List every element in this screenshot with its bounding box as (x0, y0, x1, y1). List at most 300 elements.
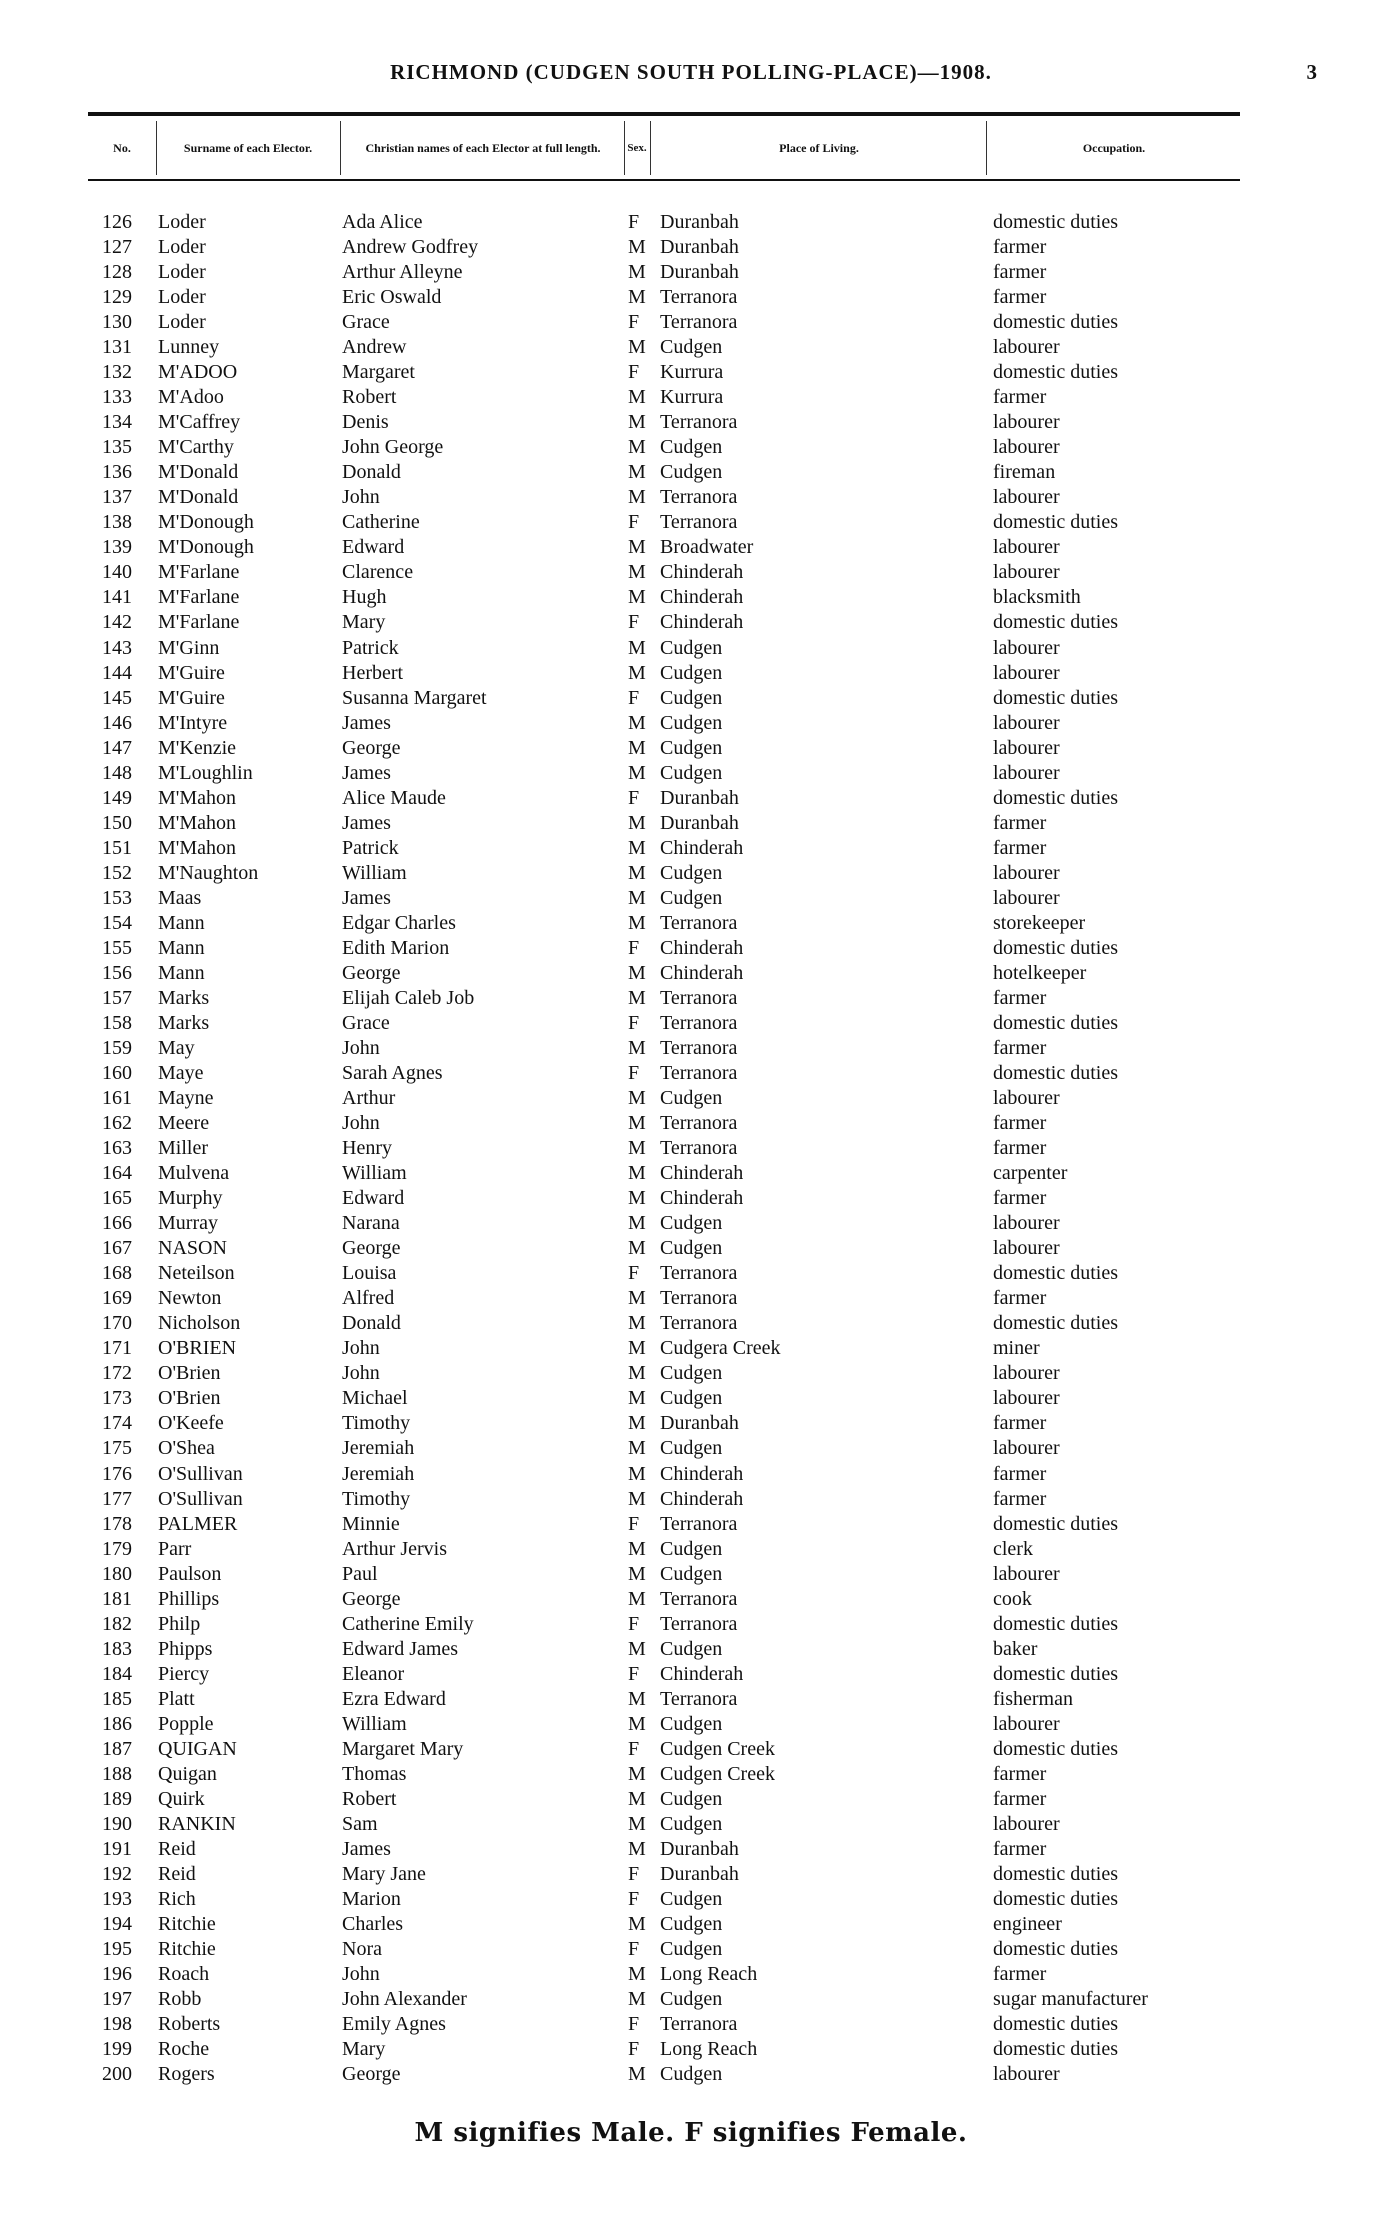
elector-sex: M (628, 711, 646, 734)
elector-sex: M (628, 586, 646, 609)
elector-surname: M'Intyre (158, 711, 228, 734)
elector-christian-names: James (342, 811, 391, 834)
table-row (0, 1662, 1382, 1687)
table-row (0, 836, 1382, 861)
elector-christian-names: Edward (342, 1187, 405, 1210)
elector-sex: M (628, 661, 646, 684)
elector-place-of-living: Duranbah (660, 1412, 739, 1435)
elector-occupation: farmer (993, 1462, 1047, 1485)
table-row (0, 1712, 1382, 1737)
elector-sex: F (628, 1938, 640, 1961)
table-row (0, 1587, 1382, 1612)
elector-number: 158 (102, 1011, 132, 1034)
elector-number: 200 (102, 2063, 132, 2086)
elector-occupation: domestic duties (993, 311, 1118, 334)
elector-place-of-living: Terranora (660, 1587, 738, 1610)
elector-number: 152 (102, 861, 132, 884)
elector-occupation: domestic duties (993, 1612, 1118, 1635)
elector-surname: O'Brien (158, 1387, 221, 1410)
table-row (0, 1512, 1382, 1537)
elector-occupation: labourer (993, 1387, 1060, 1410)
elector-number: 187 (102, 1737, 132, 1760)
elector-christian-names: Eric Oswald (342, 286, 442, 309)
table-row (0, 1887, 1382, 1912)
elector-christian-names: Edgar Charles (342, 911, 456, 934)
table-row (0, 285, 1382, 310)
elector-number: 144 (102, 661, 132, 684)
elector-place-of-living: Cudgen (660, 1938, 723, 1961)
elector-place-of-living: Cudgen (660, 1212, 723, 1235)
elector-christian-names: John (342, 1362, 380, 1385)
elector-occupation: fireman (993, 461, 1056, 484)
table-row (0, 1487, 1382, 1512)
table-row (0, 1612, 1382, 1637)
elector-sex: M (628, 1687, 646, 1710)
table-row (0, 235, 1382, 260)
table-row (0, 1136, 1382, 1161)
elector-occupation: labourer (993, 536, 1060, 559)
col-head-place: Place of Living. (779, 140, 859, 155)
elector-sex: M (628, 1762, 646, 1785)
elector-surname: O'Shea (158, 1437, 215, 1460)
elector-place-of-living: Broadwater (660, 536, 754, 559)
elector-christian-names: James (342, 1837, 391, 1860)
elector-surname: M'Donald (158, 461, 239, 484)
table-row (0, 1386, 1382, 1411)
elector-sex: M (628, 1237, 646, 1260)
elector-occupation: labourer (993, 1562, 1060, 1585)
elector-surname: Loder (158, 286, 206, 309)
elector-occupation: baker (993, 1637, 1038, 1660)
elector-sex: M (628, 886, 646, 909)
elector-surname: Popple (158, 1712, 214, 1735)
elector-place-of-living: Cudgen (660, 461, 723, 484)
elector-occupation: cook (993, 1587, 1032, 1610)
elector-christian-names: Andrew (342, 336, 407, 359)
elector-christian-names: Catherine (342, 511, 420, 534)
elector-occupation: domestic duties (993, 511, 1118, 534)
elector-place-of-living: Cudgen (660, 1237, 723, 1260)
elector-christian-names: Paul (342, 1562, 378, 1585)
elector-number: 126 (102, 211, 132, 233)
elector-number: 166 (102, 1212, 132, 1235)
elector-place-of-living: Terranora (660, 1062, 738, 1085)
elector-occupation: farmer (993, 836, 1047, 859)
table-row (0, 861, 1382, 886)
elector-surname: Piercy (158, 1662, 210, 1685)
elector-christian-names: John Alexander (342, 1988, 467, 2011)
elector-number: 171 (102, 1337, 132, 1360)
elector-place-of-living: Cudgen (660, 1562, 723, 1585)
elector-surname: Philp (158, 1612, 201, 1635)
elector-surname: Phipps (158, 1637, 213, 1660)
elector-sex: M (628, 761, 646, 784)
table-row (0, 1411, 1382, 1436)
elector-number: 176 (102, 1462, 132, 1485)
elector-christian-names: Clarence (342, 561, 414, 584)
elector-occupation: clerk (993, 1537, 1033, 1560)
elector-surname: Loder (158, 236, 206, 259)
elector-occupation: labourer (993, 636, 1060, 659)
elector-sex: F (628, 2038, 640, 2061)
elector-sex: M (628, 1137, 646, 1160)
elector-christian-names: Mary (342, 2038, 386, 2061)
elector-place-of-living: Cudgen (660, 1988, 723, 2011)
elector-sex: M (628, 1036, 646, 1059)
elector-sex: F (628, 361, 640, 384)
elector-number: 157 (102, 986, 132, 1009)
table-row (0, 1987, 1382, 2012)
elector-occupation: domestic duties (993, 1011, 1118, 1034)
elector-sex: M (628, 636, 646, 659)
elector-occupation: domestic duties (993, 211, 1118, 233)
elector-place-of-living: Cudgen (660, 1888, 723, 1910)
elector-surname: Roach (158, 1963, 210, 1986)
col-divider (986, 121, 987, 175)
table-row (0, 1011, 1382, 1036)
elector-christian-names: Patrick (342, 836, 399, 859)
elector-place-of-living: Chinderah (660, 936, 744, 959)
elector-occupation: labourer (993, 1237, 1060, 1260)
elector-number: 141 (102, 586, 132, 609)
elector-sex: M (628, 1112, 646, 1135)
elector-surname: O'Sullivan (158, 1487, 243, 1510)
table-row (0, 1336, 1382, 1361)
elector-surname: M'Carthy (158, 436, 234, 459)
elector-place-of-living: Chinderah (660, 1462, 744, 1485)
elector-number: 137 (102, 486, 132, 509)
elector-place-of-living: Cudgen (660, 661, 723, 684)
elector-place-of-living: Cudgen (660, 436, 723, 459)
elector-number: 195 (102, 1938, 132, 1961)
elector-number: 196 (102, 1963, 132, 1986)
elector-christian-names: James (342, 711, 391, 734)
elector-surname: M'Caffrey (158, 411, 241, 434)
elector-occupation: farmer (993, 1487, 1047, 1510)
elector-occupation: domestic duties (993, 936, 1118, 959)
table-row (0, 1762, 1382, 1787)
table-row (0, 1061, 1382, 1086)
elector-number: 139 (102, 536, 132, 559)
col-head-surname: Surname of each Elector. (183, 140, 313, 155)
elector-sex: M (628, 1712, 646, 1735)
elector-place-of-living: Cudgen (660, 1537, 723, 1560)
elector-surname: Meere (158, 1112, 210, 1135)
elector-surname: Quirk (158, 1787, 205, 1810)
elector-place-of-living: Duranbah (660, 811, 739, 834)
elector-number: 132 (102, 361, 132, 384)
elector-occupation: labourer (993, 1712, 1060, 1735)
elector-christian-names: Herbert (342, 661, 404, 684)
elector-number: 148 (102, 761, 132, 784)
elector-sex: M (628, 286, 646, 309)
elector-place-of-living: Cudgen (660, 886, 723, 909)
elector-number: 138 (102, 511, 132, 534)
elector-place-of-living: Kurrura (660, 361, 724, 384)
elector-christian-names: Mary (342, 611, 386, 634)
elector-number: 169 (102, 1287, 132, 1310)
elector-surname: Maas (158, 886, 202, 909)
elector-place-of-living: Cudgen (660, 711, 723, 734)
table-row (0, 1912, 1382, 1937)
elector-place-of-living: Cudgen Creek (660, 1762, 775, 1785)
table-row (0, 1962, 1382, 1987)
elector-surname: M'Mahon (158, 786, 237, 809)
elector-place-of-living: Terranora (660, 511, 738, 534)
elector-number: 140 (102, 561, 132, 584)
table-row (0, 911, 1382, 936)
table-row (0, 886, 1382, 911)
elector-place-of-living: Cudgen (660, 1787, 723, 1810)
elector-number: 172 (102, 1362, 132, 1385)
elector-occupation: domestic duties (993, 1062, 1118, 1085)
elector-occupation: farmer (993, 1187, 1047, 1210)
elector-christian-names: Henry (342, 1137, 392, 1160)
elector-christian-names: Ada Alice (342, 211, 423, 233)
elector-christian-names: Edward James (342, 1637, 459, 1660)
elector-surname: Roberts (158, 2013, 221, 2036)
col-head-christian: Christian names of each Elector at full length. (365, 140, 601, 155)
table-row (0, 1036, 1382, 1061)
table-row (0, 736, 1382, 761)
elector-occupation: farmer (993, 286, 1047, 309)
table-row (0, 811, 1382, 836)
elector-place-of-living: Long Reach (660, 1963, 758, 1986)
elector-place-of-living: Duranbah (660, 236, 739, 259)
elector-occupation: labourer (993, 436, 1060, 459)
elector-number: 145 (102, 686, 132, 709)
elector-christian-names: Timothy (342, 1412, 411, 1435)
elector-number: 164 (102, 1162, 132, 1185)
elector-christian-names: Sam (342, 1812, 378, 1835)
elector-occupation: domestic duties (993, 786, 1118, 809)
table-row (0, 560, 1382, 585)
elector-sex: M (628, 2063, 646, 2086)
elector-sex: M (628, 1312, 646, 1335)
elector-surname: O'Brien (158, 1362, 221, 1385)
elector-occupation: domestic duties (993, 1312, 1118, 1335)
elector-surname: Maye (158, 1062, 204, 1085)
elector-place-of-living: Terranora (660, 1011, 738, 1034)
table-row (0, 661, 1382, 686)
elector-surname: M'Naughton (158, 861, 259, 884)
elector-number: 153 (102, 886, 132, 909)
elector-christian-names: Thomas (342, 1762, 407, 1785)
elector-christian-names: Donald (342, 1312, 401, 1335)
elector-occupation: labourer (993, 861, 1060, 884)
elector-christian-names: John (342, 1036, 380, 1059)
table-row (0, 310, 1382, 335)
elector-place-of-living: Cudgen (660, 1712, 723, 1735)
elector-occupation: labourer (993, 736, 1060, 759)
elector-surname: M'Donough (158, 536, 254, 559)
elector-surname: Murphy (158, 1187, 223, 1210)
table-row (0, 1937, 1382, 1962)
elector-occupation: labourer (993, 1087, 1060, 1110)
elector-occupation: farmer (993, 1963, 1047, 1986)
table-row (0, 1737, 1382, 1762)
elector-occupation: farmer (993, 236, 1047, 259)
elector-occupation: farmer (993, 1287, 1047, 1310)
elector-occupation: domestic duties (993, 2013, 1118, 2036)
elector-occupation: farmer (993, 1112, 1047, 1135)
elector-surname: RANKIN (158, 1812, 236, 1835)
elector-place-of-living: Duranbah (660, 211, 739, 233)
elector-surname: Rich (158, 1888, 196, 1910)
table-row (0, 535, 1382, 560)
elector-christian-names: Andrew Godfrey (342, 236, 479, 259)
table-row (0, 761, 1382, 786)
elector-number: 134 (102, 411, 132, 434)
table-row (0, 360, 1382, 385)
elector-christian-names: Donald (342, 461, 401, 484)
elector-place-of-living: Terranora (660, 486, 738, 509)
elector-christian-names: Narana (342, 1212, 400, 1235)
elector-surname: O'BRIEN (158, 1337, 237, 1360)
elector-occupation: farmer (993, 1837, 1047, 1860)
table-row (0, 435, 1382, 460)
table-row (0, 961, 1382, 986)
elector-occupation: labourer (993, 2063, 1060, 2086)
elector-number: 181 (102, 1587, 132, 1610)
elector-christian-names: Susanna Margaret (342, 686, 487, 709)
elector-occupation: domestic duties (993, 1938, 1118, 1961)
elector-christian-names: Timothy (342, 1487, 411, 1510)
elector-number: 167 (102, 1237, 132, 1260)
elector-sex: F (628, 511, 640, 534)
elector-surname: NASON (158, 1237, 227, 1260)
elector-sex: F (628, 2013, 640, 2036)
elector-surname: Ritchie (158, 1938, 216, 1961)
elector-sex: F (628, 936, 640, 959)
elector-christian-names: George (342, 961, 401, 984)
elector-number: 175 (102, 1437, 132, 1460)
elector-christian-names: John (342, 1963, 380, 1986)
elector-sex: M (628, 911, 646, 934)
elector-occupation: fisherman (993, 1687, 1073, 1710)
elector-christian-names: Arthur (342, 1087, 396, 1110)
elector-number: 186 (102, 1712, 132, 1735)
elector-sex: M (628, 1162, 646, 1185)
elector-number: 163 (102, 1137, 132, 1160)
elector-occupation: domestic duties (993, 1888, 1118, 1910)
elector-christian-names: Charles (342, 1913, 404, 1936)
elector-place-of-living: Cudgen (660, 1387, 723, 1410)
sex-legend: M signifies Male. F signifies Female. (414, 2118, 968, 2148)
elector-occupation: blacksmith (993, 586, 1081, 609)
elector-number: 193 (102, 1888, 132, 1910)
elector-occupation: labourer (993, 336, 1060, 359)
elector-occupation: engineer (993, 1913, 1062, 1936)
elector-sex: F (628, 1888, 640, 1910)
page-number: 3 (1306, 60, 1317, 84)
elector-sex: F (628, 1612, 640, 1635)
elector-place-of-living: Cudgen (660, 1362, 723, 1385)
elector-sex: M (628, 436, 646, 459)
elector-sex: M (628, 1637, 646, 1660)
elector-christian-names: William (342, 861, 407, 884)
elector-sex: M (628, 1462, 646, 1485)
elector-sex: M (628, 336, 646, 359)
elector-place-of-living: Duranbah (660, 786, 739, 809)
header-rule-top (88, 112, 1240, 116)
elector-sex: F (628, 311, 640, 334)
table-row (0, 636, 1382, 661)
elector-occupation: labourer (993, 661, 1060, 684)
elector-place-of-living: Terranora (660, 1262, 738, 1285)
elector-number: 197 (102, 1988, 132, 2011)
elector-christian-names: Margaret (342, 361, 415, 384)
elector-surname: Murray (158, 1212, 218, 1235)
elector-place-of-living: Kurrura (660, 386, 724, 409)
elector-occupation: domestic duties (993, 1862, 1118, 1885)
elector-surname: Loder (158, 311, 206, 334)
table-row (0, 210, 1382, 235)
elector-occupation: labourer (993, 561, 1060, 584)
elector-number: 184 (102, 1662, 132, 1685)
elector-place-of-living: Cudgen (660, 686, 723, 709)
elector-occupation: farmer (993, 1412, 1047, 1435)
elector-place-of-living: Terranora (660, 986, 738, 1009)
elector-christian-names: Emily Agnes (342, 2013, 446, 2036)
elector-number: 133 (102, 386, 132, 409)
elector-christian-names: John (342, 1112, 380, 1135)
table-row (0, 510, 1382, 535)
table-row (0, 1086, 1382, 1111)
elector-place-of-living: Terranora (660, 1036, 738, 1059)
elector-sex: M (628, 1812, 646, 1835)
elector-christian-names: Grace (342, 311, 390, 334)
elector-place-of-living: Chinderah (660, 1187, 744, 1210)
elector-surname: Quigan (158, 1762, 217, 1785)
elector-number: 189 (102, 1787, 132, 1810)
elector-christian-names: Alice Maude (342, 786, 446, 809)
elector-number: 135 (102, 436, 132, 459)
elector-occupation: domestic duties (993, 2038, 1118, 2061)
elector-number: 179 (102, 1537, 132, 1560)
table-row (0, 1787, 1382, 1812)
elector-sex: F (628, 611, 640, 634)
elector-sex: F (628, 786, 640, 809)
elector-place-of-living: Terranora (660, 1137, 738, 1160)
table-row (0, 410, 1382, 435)
column-headings (88, 117, 1240, 179)
elector-place-of-living: Cudgen (660, 2063, 723, 2086)
elector-surname: M'Kenzie (158, 736, 237, 759)
table-row (0, 1637, 1382, 1662)
table-row (0, 786, 1382, 811)
elector-number: 146 (102, 711, 132, 734)
elector-occupation: domestic duties (993, 686, 1118, 709)
table-row (0, 610, 1382, 635)
table-row (0, 1812, 1382, 1837)
elector-sex: M (628, 1487, 646, 1510)
elector-surname: M'Donald (158, 486, 239, 509)
elector-surname: Phillips (158, 1587, 220, 1610)
elector-christian-names: Jeremiah (342, 1462, 415, 1485)
elector-sex: M (628, 1913, 646, 1936)
elector-occupation: farmer (993, 386, 1047, 409)
elector-sex: M (628, 1562, 646, 1585)
elector-occupation: domestic duties (993, 1737, 1118, 1760)
elector-occupation: labourer (993, 1362, 1060, 1385)
elector-sex: F (628, 1062, 640, 1085)
table-row (0, 1161, 1382, 1186)
elector-sex: M (628, 1787, 646, 1810)
table-row (0, 1862, 1382, 1887)
elector-occupation: domestic duties (993, 611, 1118, 634)
elector-occupation: labourer (993, 886, 1060, 909)
